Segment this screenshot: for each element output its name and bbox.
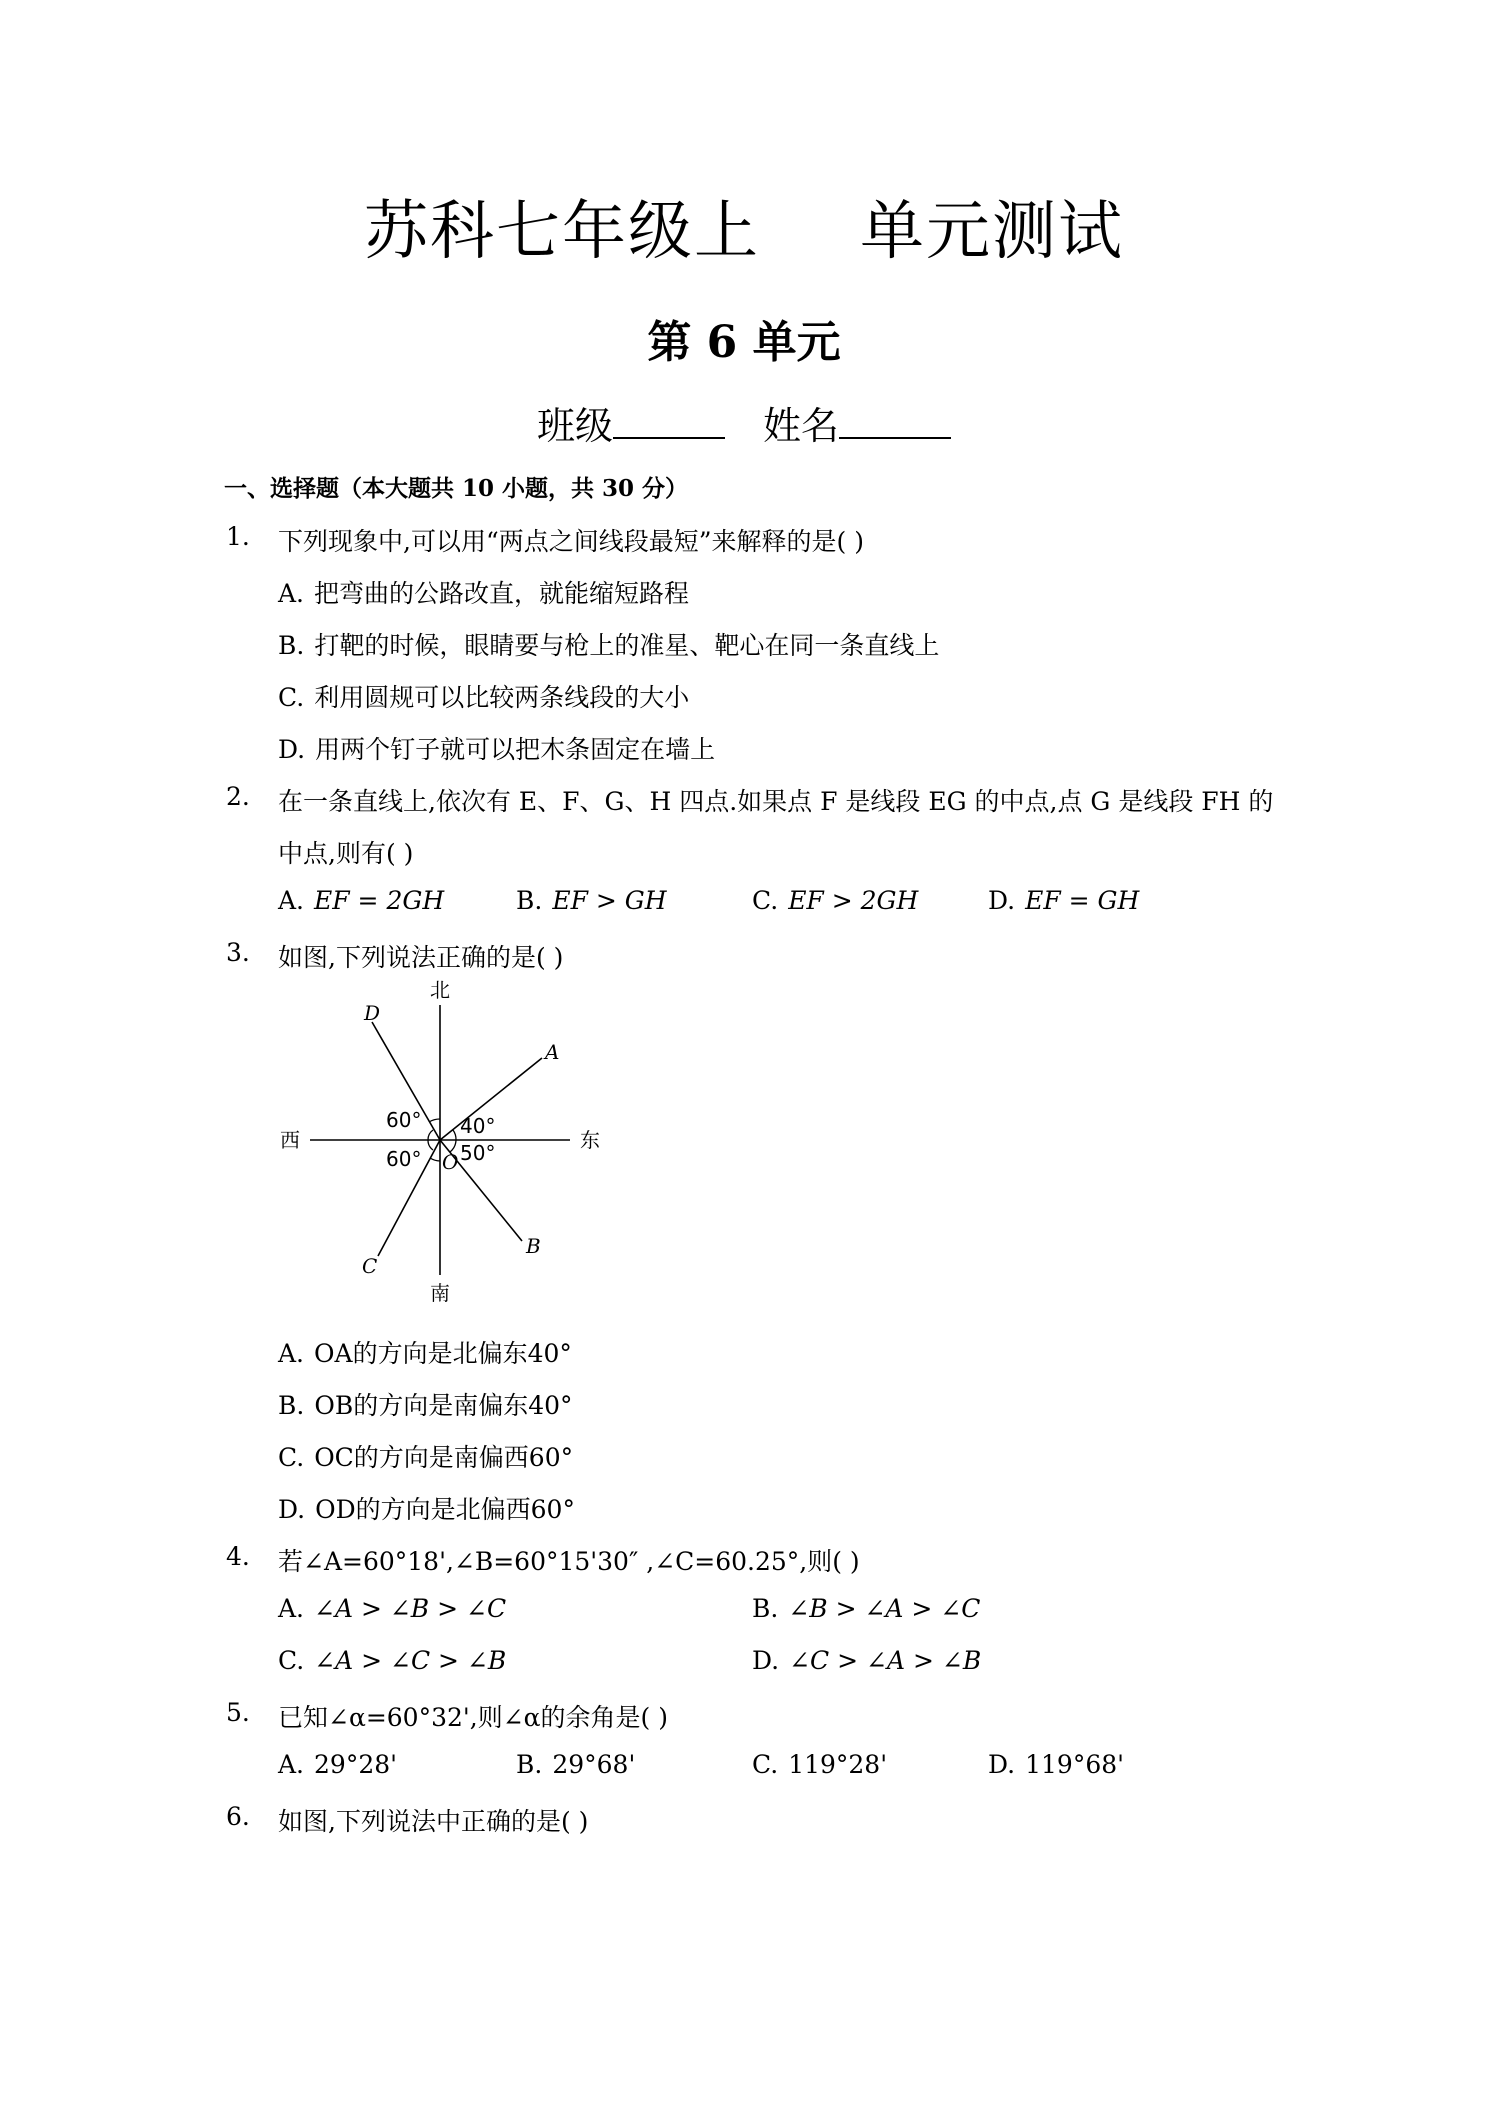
option-label: C.	[752, 886, 779, 915]
question-number: 1.	[226, 522, 250, 551]
option-item	[516, 886, 667, 915]
question-number: 5.	[226, 1698, 250, 1727]
option-item	[278, 1750, 397, 1779]
label-angle-60-south: 60°	[386, 1147, 422, 1171]
option-item	[278, 730, 715, 766]
option-text: OB的方向是南偏东40°	[314, 1391, 573, 1420]
question-text: 如图,下列说法中正确的是( )	[278, 1807, 589, 1836]
option-label: A.	[278, 1750, 305, 1779]
option-label: B.	[278, 631, 305, 660]
option-text: ∠A > ∠C > ∠B	[314, 1646, 507, 1675]
option-text: 把弯曲的公路改直，就能缩短路程	[314, 579, 690, 608]
name-label: 姓名	[763, 404, 840, 448]
option-label: D.	[278, 1495, 306, 1524]
option-item	[752, 1594, 980, 1623]
option-label: A.	[278, 886, 305, 915]
label-angle-40: 40°	[460, 1114, 496, 1138]
option-text: 119°28'	[788, 1750, 888, 1779]
option-item	[278, 1334, 572, 1370]
option-text: ∠A > ∠B > ∠C	[314, 1594, 507, 1623]
label-D: D	[364, 1001, 381, 1025]
question-number: 6.	[226, 1802, 250, 1831]
option-text: EF = 2GH	[314, 886, 445, 915]
arc-60-south	[430, 1158, 440, 1161]
option-label: A.	[278, 1594, 305, 1623]
question-text: 下列现象中,可以用“两点之间线段最短”来解释的是( )	[278, 527, 864, 556]
option-text: 打靶的时候，眼睛要与枪上的准星、靶心在同一条直线上	[314, 631, 940, 660]
option-label: C.	[278, 1443, 305, 1472]
label-C: C	[362, 1254, 378, 1278]
title-left: 苏科七年级上	[364, 195, 760, 269]
title-right: 单元测试	[860, 195, 1124, 269]
option-text: OA的方向是北偏东40°	[314, 1339, 572, 1368]
option-item	[278, 886, 444, 915]
option-label: A.	[278, 579, 305, 608]
arc-west	[428, 1130, 433, 1140]
class-blank	[613, 405, 725, 439]
option-item	[278, 1386, 573, 1422]
question-number: 3.	[226, 938, 250, 967]
option-item	[278, 678, 689, 714]
question-number: 4.	[226, 1542, 250, 1571]
option-text: EF > GH	[552, 886, 667, 915]
option-label: C.	[752, 1750, 779, 1779]
question-text-continued: 中点,则有( )	[278, 839, 414, 868]
name-blank	[839, 405, 951, 439]
label-A: A	[545, 1040, 560, 1064]
option-item	[752, 1750, 887, 1779]
option-item	[278, 626, 939, 662]
label-O: O	[442, 1150, 459, 1174]
option-label: D.	[988, 1750, 1016, 1779]
option-item	[516, 1750, 635, 1779]
option-label: B.	[516, 886, 543, 915]
option-item	[278, 1646, 506, 1675]
option-label: A.	[278, 1339, 305, 1368]
question-text: 如图,下列说法正确的是( )	[278, 943, 564, 972]
label-east: 东	[580, 1128, 600, 1152]
label-west: 西	[280, 1128, 300, 1152]
option-text: EF > 2GH	[788, 886, 919, 915]
student-info-line	[0, 395, 1488, 450]
unit-heading: 第 6 单元	[647, 317, 841, 368]
option-label: D.	[278, 735, 306, 764]
option-label: C.	[278, 1646, 305, 1675]
option-label: B.	[516, 1750, 543, 1779]
arc-west2	[428, 1140, 433, 1150]
question-number: 2.	[226, 782, 250, 811]
option-item	[752, 1646, 981, 1675]
arc-60-north	[429, 1119, 440, 1122]
option-item	[752, 886, 918, 915]
option-text: 用两个钉子就可以把木条固定在墙上	[315, 735, 716, 764]
direction-figure	[270, 975, 620, 1315]
option-label: B.	[278, 1391, 305, 1420]
option-item	[988, 1750, 1124, 1779]
option-label: D.	[988, 886, 1016, 915]
section-heading: 一、选择题（本大题共 10 小题，共 30 分）	[224, 475, 689, 502]
option-text: OD的方向是北偏西60°	[315, 1495, 575, 1524]
class-label: 班级	[536, 404, 613, 448]
label-B: B	[526, 1234, 541, 1258]
option-text: 119°68'	[1025, 1750, 1125, 1779]
option-label: B.	[752, 1594, 779, 1623]
option-text: EF = GH	[1025, 886, 1140, 915]
label-angle-60-north: 60°	[386, 1108, 422, 1132]
arc-40	[453, 1130, 456, 1140]
option-text: 29°68'	[552, 1750, 636, 1779]
option-item	[278, 1594, 506, 1623]
option-item	[278, 1490, 575, 1526]
option-label: D.	[752, 1646, 780, 1675]
question-text: 在一条直线上,依次有 E、F、G、H 四点.如果点 F 是线段 EG 的中点,点 G 是线段 FH 的	[278, 787, 1274, 816]
option-text: 29°28'	[314, 1750, 398, 1779]
option-item	[278, 574, 689, 610]
page-title	[0, 180, 1488, 272]
option-text: OC的方向是南偏西60°	[314, 1443, 574, 1472]
option-item	[278, 1438, 573, 1474]
option-label: C.	[278, 683, 305, 712]
option-item	[988, 886, 1139, 915]
option-text: ∠B > ∠A > ∠C	[788, 1594, 981, 1623]
question-text: 若∠A=60°18',∠B=60°15'30″ ,∠C=60.25°,则( )	[278, 1547, 860, 1576]
question-text: 已知∠α=60°32',则∠α的余角是( )	[278, 1703, 669, 1732]
label-north: 北	[430, 978, 450, 1002]
label-south: 南	[430, 1281, 450, 1305]
label-angle-50: 50°	[460, 1141, 496, 1165]
option-text: ∠C > ∠A > ∠B	[789, 1646, 982, 1675]
option-text: 利用圆规可以比较两条线段的大小	[314, 683, 690, 712]
